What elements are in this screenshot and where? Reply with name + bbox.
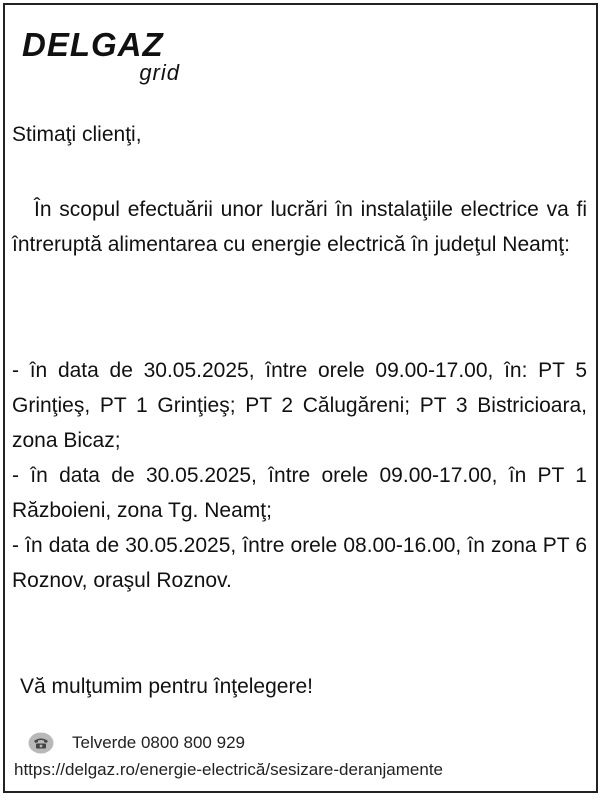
phone-icon — [28, 732, 54, 754]
thanks-message: Vă mulţumim pentru înţelegere! — [20, 675, 313, 698]
outage-list — [12, 353, 587, 598]
outage-item: - în data de 30.05.2025, între orele 08.00-16.00, în zona PT 6 Roznov, oraşul Roznov. — [12, 534, 587, 592]
outage-item: - în data de 30.05.2025, între orele 09.00-17.00, în PT 1 Războieni, zona Tg. Neamţ; — [12, 464, 587, 522]
outage-item: - în data de 30.05.2025, între orele 09.00-17.00, în: PT 5 Grinţieş, PT 1 Grinţieş; PT 2 Călugăreni; PT 3 Bistricioara, zona Bicaz; — [12, 359, 587, 452]
intro-paragraph: În scopul efectuării unor lucrări în instalaţiile electrice va fi întreruptă alimentarea cu energie electrică în judeţul Neamţ: — [12, 198, 587, 256]
report-link[interactable]: https://delgaz.ro/energie-electrică/sesizare-deranjamente — [14, 760, 444, 779]
logo-wordmark: DELGAZ — [22, 26, 164, 63]
delgaz-grid-logo — [22, 28, 192, 88]
logo-subtitle: grid — [139, 60, 180, 85]
greeting: Stimaţi clienţi, — [12, 123, 142, 146]
telverde-number[interactable]: Telverde 0800 800 929 — [72, 733, 245, 752]
contact-line — [28, 732, 245, 754]
